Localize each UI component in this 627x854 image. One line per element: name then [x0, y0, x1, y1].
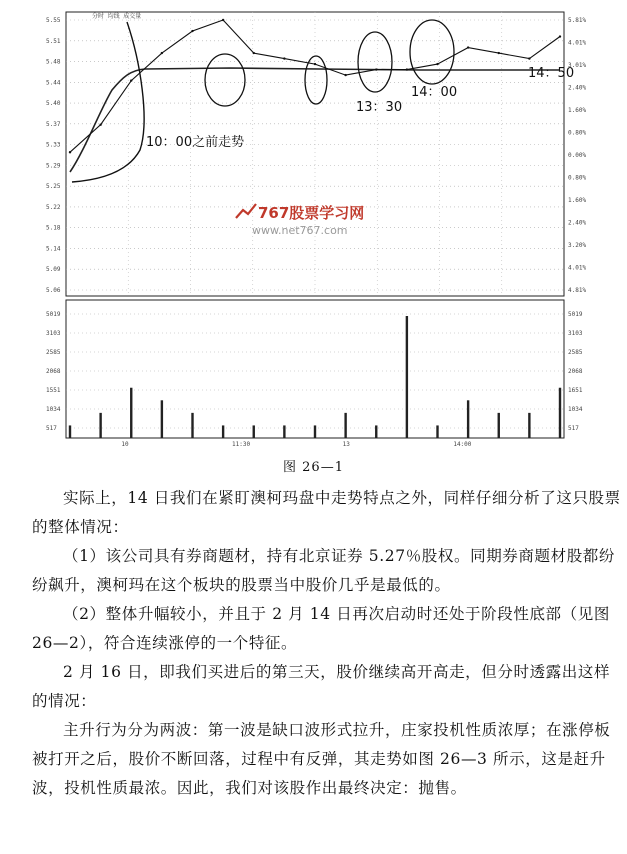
percent-tick-label: 0.80% — [568, 174, 587, 182]
percent-tick-label: 1.60% — [568, 107, 587, 114]
figure-caption: 图 26—1 — [283, 460, 344, 475]
volume-tick-label: 1551 — [46, 387, 61, 394]
volume-grid — [66, 314, 564, 428]
percent-axis-labels — [568, 17, 586, 294]
price-tick-label: 5.40 — [46, 100, 61, 108]
price-tick-label: 5.09 — [46, 266, 61, 274]
price-point — [528, 57, 530, 59]
price-point — [559, 35, 561, 37]
volume-bar — [559, 388, 561, 438]
percent-tick-label: 5.81% — [568, 17, 587, 24]
volume-tick-label: 2068 — [46, 368, 61, 375]
volume-bar — [191, 413, 193, 438]
volume-tick-label-right: 517 — [568, 425, 579, 432]
volume-tick-label: 3103 — [46, 330, 61, 337]
volume-bar — [314, 425, 316, 438]
volume-bar — [375, 425, 377, 438]
paragraph-3: （2）整体升幅较小，并且于 2 月 14 日再次启动时还处于阶段性底部（见图 26—2），符合连续涨停的一个特征。 — [32, 605, 610, 652]
price-point — [314, 63, 316, 65]
volume-tick-label-right: 2068 — [568, 368, 583, 375]
watermark-url: www.net767.com — [252, 224, 348, 237]
percent-tick-label: 3.01% — [568, 62, 587, 69]
price-point — [191, 30, 193, 32]
volume-bar — [130, 388, 132, 438]
annotation-1450: 14：50 — [528, 66, 575, 81]
circle-annotation-1 — [205, 54, 245, 106]
volume-tick-label-right: 3103 — [568, 330, 583, 337]
price-point — [161, 52, 163, 54]
volume-bar — [528, 413, 530, 438]
price-panel-frame — [66, 12, 564, 296]
time-axis-labels — [121, 441, 471, 448]
volume-panel-frame — [66, 300, 564, 438]
percent-tick-label: 2.40% — [568, 219, 587, 227]
percent-tick-label: 4.81% — [568, 287, 587, 294]
annotation-1330: 13：30 — [356, 100, 403, 115]
time-label: 10 — [121, 441, 129, 448]
volume-bar — [283, 425, 285, 438]
volume-bar — [222, 425, 224, 438]
price-tick-label: 5.29 — [46, 162, 61, 170]
price-point — [406, 68, 408, 70]
price-tick-label: 5.55 — [46, 17, 61, 24]
volume-bar — [406, 316, 408, 438]
annotation-before-10: 10：00之前走势 — [146, 135, 245, 150]
volume-axis-labels-right — [568, 311, 583, 432]
percent-tick-label: 1.60% — [568, 197, 587, 204]
volume-tick-label: 1034 — [46, 406, 61, 413]
volume-axis-labels-left — [46, 311, 61, 432]
volume-bars — [69, 316, 561, 438]
price-tick-label: 5.25 — [46, 183, 61, 191]
volume-tick-label-right: 5019 — [568, 311, 583, 318]
volume-bar — [344, 413, 346, 438]
price-tick-label: 5.37 — [46, 120, 61, 128]
price-point — [130, 79, 132, 81]
percent-tick-label: 3.20% — [568, 242, 587, 249]
price-point — [467, 46, 469, 48]
watermark-brand: 767股票学习网 — [258, 204, 365, 222]
price-point — [436, 63, 438, 65]
price-point — [283, 57, 285, 59]
circle-annotation-2 — [305, 56, 327, 104]
volume-bar — [161, 400, 163, 438]
paragraph-4: 2 月 16 日，即我们买进后的第三天，股价继续高开高走，但分时透露出这样的情况： — [32, 663, 611, 710]
annotation-1400: 14：00 — [411, 85, 458, 100]
price-point — [69, 151, 71, 153]
percent-tick-label: 4.01% — [568, 39, 587, 47]
watermark — [236, 204, 364, 237]
price-tick-label: 5.14 — [46, 245, 61, 253]
price-point — [375, 68, 377, 70]
circle-annotation-3 — [358, 32, 392, 92]
percent-tick-label: 0.00% — [568, 152, 587, 159]
volume-bar — [467, 400, 469, 438]
price-point — [498, 52, 500, 54]
price-point — [99, 123, 101, 125]
legend-text: 分时 均线 成交量 — [92, 13, 142, 20]
price-point — [253, 52, 255, 54]
price-point — [222, 19, 224, 21]
price-series — [69, 19, 561, 154]
price-tick-label: 5.48 — [46, 58, 61, 66]
time-label: 13 — [342, 441, 350, 448]
price-tick-label: 5.06 — [46, 287, 61, 294]
volume-tick-label-right: 2585 — [568, 349, 583, 356]
price-grid — [66, 12, 564, 296]
price-tick-label: 5.33 — [46, 141, 61, 149]
volume-tick-label-right: 1651 — [568, 387, 583, 394]
volume-bar — [436, 425, 438, 438]
price-tick-label: 5.18 — [46, 224, 61, 232]
paragraph-5: 主升行为分为两波：第一波是缺口波形式拉升，庄家投机性质浓厚；在涨停板被打开之后，股价不断回落，过程中有反弹，其走势如图 26—3 所示，这是赶升波，投机性质最浓。因此，我们对该股作出最终决定：抛售。 — [32, 721, 611, 797]
volume-bar — [253, 425, 255, 438]
volume-tick-label: 2585 — [46, 349, 61, 356]
volume-bar — [99, 413, 101, 438]
price-tick-label: 5.44 — [46, 79, 61, 87]
price-tick-label: 5.51 — [46, 37, 61, 45]
circle-annotation-4 — [410, 20, 454, 84]
volume-tick-label-right: 1034 — [568, 406, 583, 413]
volume-bar — [69, 425, 71, 438]
volume-bar — [498, 413, 500, 438]
paragraph-1: 实际上，14 日我们在紧盯澳柯玛盘中走势特点之外，同样仔细分析了这只股票的整体情况： — [32, 489, 621, 536]
price-point — [344, 74, 346, 76]
volume-tick-label: 517 — [46, 425, 57, 432]
watermark-logo-icon — [236, 204, 256, 218]
percent-tick-label: 4.01% — [568, 264, 587, 272]
time-label: 14:00 — [453, 441, 472, 448]
before-10-bracket — [72, 22, 144, 182]
percent-tick-label: 2.40% — [568, 84, 587, 92]
price-axis-labels — [46, 17, 61, 294]
percent-tick-label: 0.80% — [568, 129, 587, 137]
time-label: 11:30 — [232, 441, 251, 448]
paragraph-2: （1）该公司具有券商题材，持有北京证券 5.27％股权。同期券商题材股都纷纷飙升，澳柯玛在这个板块的股票当中股价几乎是最低的。 — [32, 547, 616, 594]
price-tick-label: 5.22 — [46, 203, 61, 211]
volume-tick-label: 5019 — [46, 311, 61, 318]
